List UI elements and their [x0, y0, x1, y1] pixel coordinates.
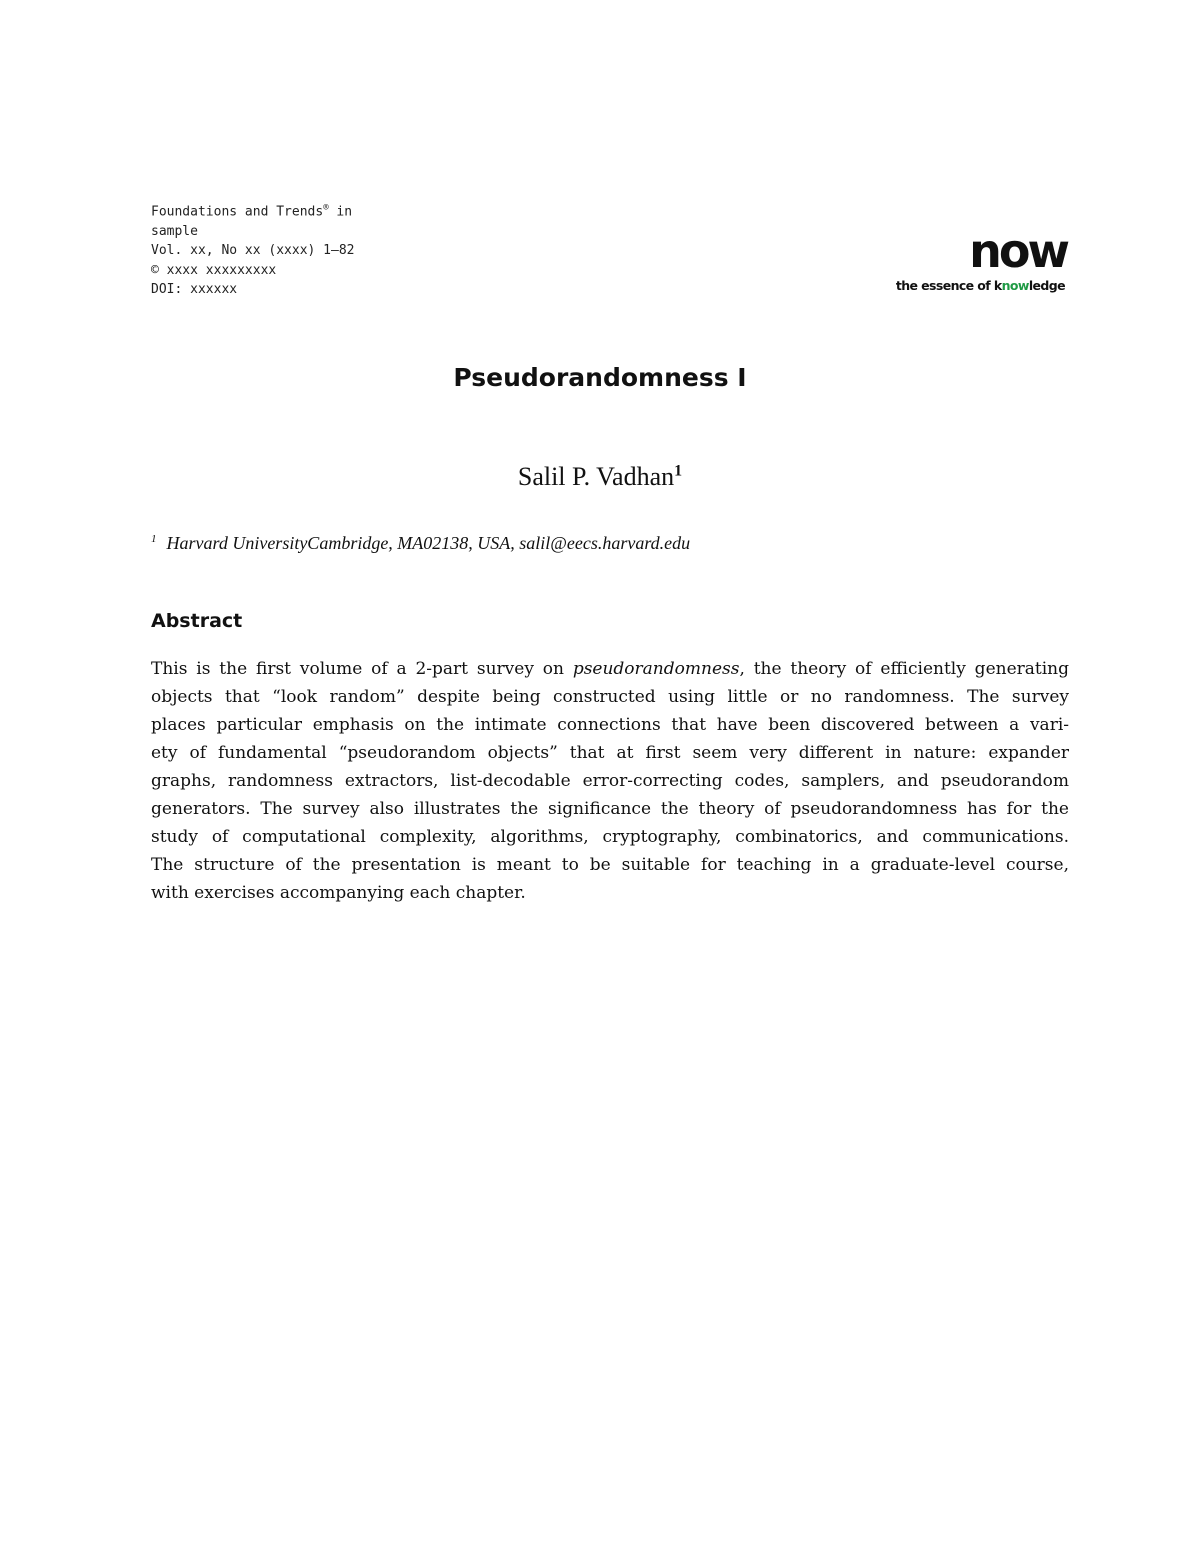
journal-info [151, 199, 355, 300]
journal-volume: Vol. xx, No xx (xxxx) 1–82 [151, 243, 355, 259]
publisher-logo [895, 224, 1075, 298]
journal-name-line [151, 199, 355, 222]
abstract-heading: Abstract [151, 610, 243, 632]
journal-series: sample [151, 223, 198, 239]
abstract-text: , the theory of efficiently generating [739, 659, 1069, 679]
abstract-line: objects that “look random” despite being constructed using little or no randomness. The survey [151, 687, 1069, 707]
abstract-line: The structure of the presentation is meant to be suitable for teaching in a graduate-level course, [151, 855, 1069, 875]
logo-tagline-accent: now [1001, 278, 1029, 293]
abstract-line: with exercises accompanying each chapter. [151, 883, 526, 903]
abstract-line [151, 655, 1069, 683]
author-affiliation [151, 533, 690, 554]
registered-mark: ® [323, 203, 329, 213]
abstract-body [151, 655, 1069, 907]
logo-tagline-prefix: the essence of k [895, 278, 1002, 293]
abstract-line: ety of fundamental “pseudorandom objects” that at first seem very different in nature: expander [151, 743, 1069, 763]
journal-copyright: © xxxx xxxxxxxxx [151, 262, 277, 278]
affiliation-mark: 1 [151, 533, 157, 545]
paper-author [0, 462, 1200, 492]
author-footnote-mark: 1 [674, 462, 683, 480]
abstract-line: generators. The survey also illustrates the significance the theory of pseudorandomness has for the [151, 799, 1069, 819]
journal-doi: DOI: xxxxxx [151, 282, 238, 298]
logo-wordmark: now [969, 224, 1067, 278]
journal-name-suffix: in [328, 204, 353, 220]
logo-tagline [896, 278, 1065, 293]
abstract-emphasis: pseudorandomness [572, 659, 740, 679]
abstract-text: This is the first volume of a 2-part survey on [151, 659, 573, 679]
logo-tagline-suffix: ledge [1028, 278, 1065, 293]
abstract-line: places particular emphasis on the intimate connections that have been discovered between a vari- [151, 715, 1069, 735]
affiliation-text: Harvard UniversityCambridge, MA02138, USA, salil@eecs.harvard.edu [166, 533, 691, 553]
abstract-line: graphs, randomness extractors, list-decodable error-correcting codes, samplers, and pseudorandom [151, 771, 1069, 791]
abstract-line: study of computational complexity, algorithms, cryptography, combinatorics, and communications. [151, 827, 1069, 847]
paper-title: Pseudorandomness I [453, 363, 747, 392]
author-name: Salil P. Vadhan [517, 462, 675, 491]
journal-name: Foundations and Trends [151, 204, 324, 220]
